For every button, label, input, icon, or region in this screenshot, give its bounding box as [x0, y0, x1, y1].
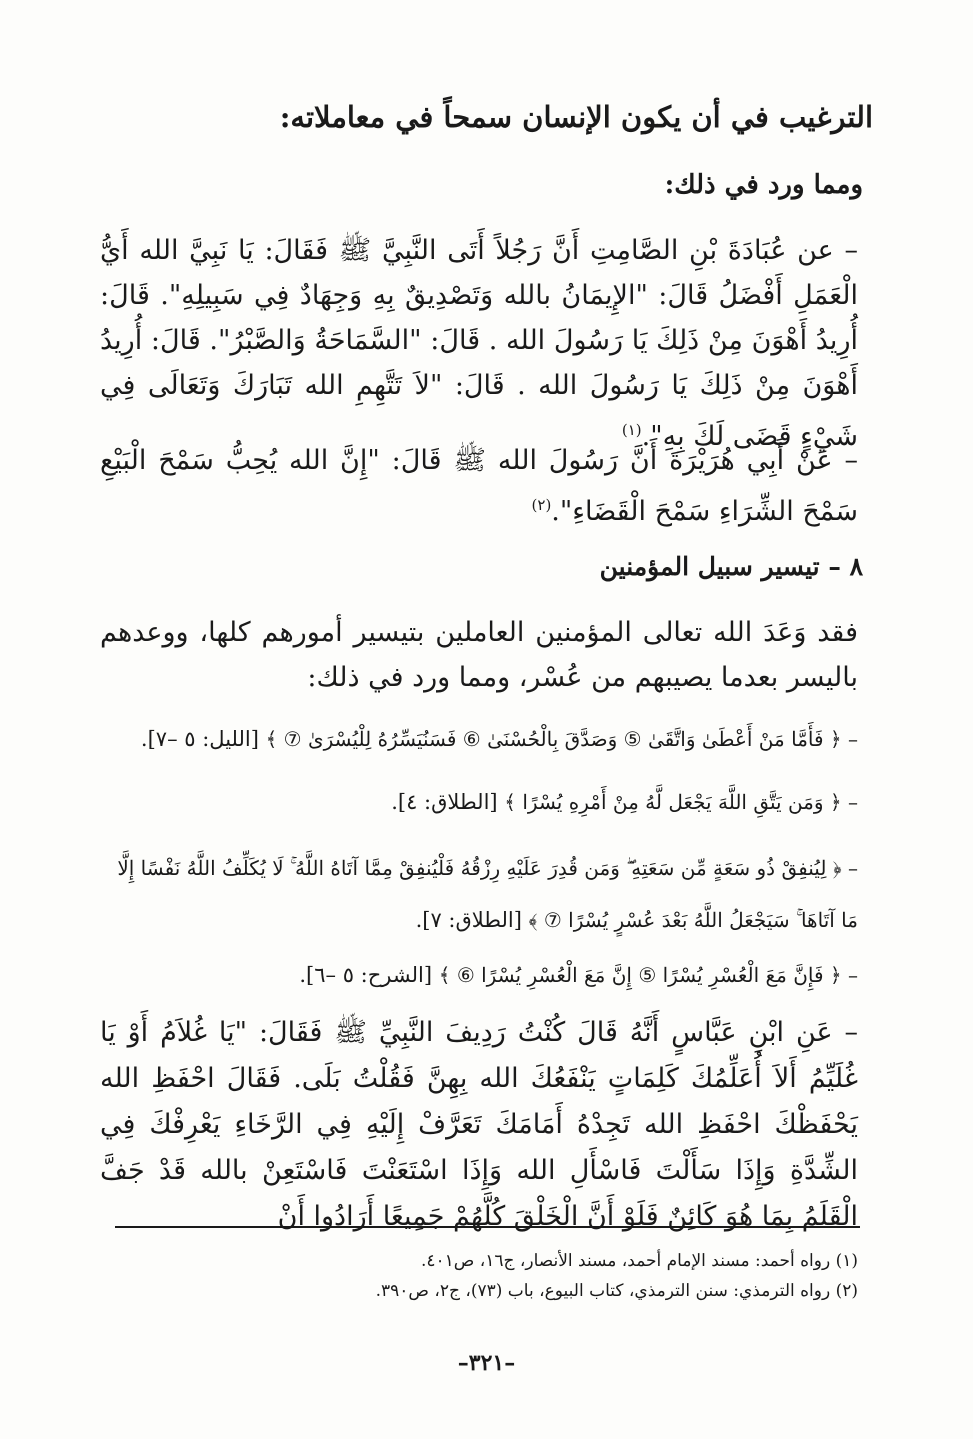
section-title: تيسير سبيل المؤمنين	[599, 552, 820, 581]
footnotes	[100, 1246, 858, 1306]
section-number: ٨ –	[828, 552, 863, 581]
section-heading	[100, 552, 863, 581]
verse-4-text: – ﴿ فَإِنَّ مَعَ الْعُسْرِ يُسْرًا ⑤ إِنَّ مَعَ الْعُسْرِ يُسْرًا ⑥ ﴾	[438, 963, 858, 987]
verse-3-citation: [الطلاق: ٧].	[415, 908, 522, 932]
verse-3-text: – ﴿ لِيُنفِقْ ذُو سَعَةٍ مِّن سَعَتِهِ ۖ وَمَن قُدِرَ عَلَيْهِ رِزْقُهُ فَلْيُنفِقْ مِمَّا آتَاهُ اللَّهُ ۚ لَا يُكَلِّفُ اللَّهُ نَفْسًا إِلَّا مَا آتَاهَا ۚ سَيَجْعَلُ اللَّهُ بَعْدَ عُسْرٍ يُسْرًا ⑦ ﴾	[117, 856, 858, 932]
footnote-ref-1: (١)	[621, 421, 642, 439]
verse-2-text: – ﴿ وَمَن يَتَّقِ اللَّهَ يَجْعَل لَّهُ مِنْ أَمْرِهِ يُسْرًا ﴾	[504, 790, 858, 814]
hadith-2-text: – عَنْ أَبِي هُرَيْرَةَ أَنَّ رَسُولَ الله ﷺ قَالَ: "إِنَّ الله يُحِبُّ سَمْحَ الْبَيْعِ سَمْحَ الشِّرَاءِ سَمْحَ الْقَضَاءِ".	[100, 445, 858, 527]
page-number: –٣٢١–	[457, 1350, 516, 1376]
footnote-divider	[115, 1226, 860, 1228]
verse-2	[100, 785, 858, 819]
hadith-1	[100, 228, 858, 459]
hadith-1-text: – عن عُبَادَةَ بْنِ الصَّامِتِ أَنَّ رَجُلاً أَتَى النَّبِيَّ ﷺ فَقَالَ: يَا نَبِيَّ الله أَيُّ الْعَمَلِ أَفْضَلُ قَالَ: "الإِيمَانُ بالله وَتَصْدِيقٌ بِهِ وَجِهَادٌ فِي سَبِيلِهِ". قَالَ: أُرِيدُ أَهْوَنَ مِنْ ذَلِكَ يَا رَسُولَ الله . قَالَ: "السَّمَاحَةُ وَالصَّبْرُ". قَالَ: أُرِيدُ أَهْوَنَ مِنْ ذَلِكَ يَا رَسُولَ الله . قَالَ: "لاَ تَتَّهِمِ الله تَبَارَكَ وَتَعَالَى فِي شَيْءٍ قَضَى لَكَ بِهِ".	[100, 235, 858, 452]
verse-2-citation: [الطلاق: ٤].	[391, 790, 498, 814]
verse-1-text: – ﴿ فَأَمَّا مَنْ أَعْطَىٰ وَاتَّقَىٰ ⑤ وَصَدَّقَ بِالْحُسْنَىٰ ⑥ فَسَنُيَسِّرُهُ لِلْيُسْرَىٰ ⑦ ﴾	[265, 727, 858, 751]
footnote-ref-2: (٢)	[531, 496, 552, 514]
verse-3	[100, 842, 858, 946]
hadith-3: – عَنِ ابْنِ عَبَّاسٍ أَنَّهُ قَالَ كُنْتُ رَدِيفَ النَّبِيِّ ﷺ فَقَالَ: "يَا غُلاَمُ أَوْ يَا غُلَيِّمُ أَلاَ أُعَلِّمُكَ كَلِمَاتٍ يَنْفَعُكَ الله بِهِنَّ فَقُلْتُ بَلَى. فَقَالَ احْفَظِ الله يَحْفَظْكَ احْفَظِ الله تَجِدْهُ أَمَامَكَ تَعَرَّفْ إِلَيْهِ فِي الرَّخَاءِ يَعْرِفْكَ فِي الشِّدَّةِ وَإِذَا سَأَلْتَ فَاسْأَلِ الله وَإِذَا اسْتَعَنْتَ فَاسْتَعِنْ بالله قَدْ جَفَّ الْقَلَمُ بِمَا هُوَ كَائِنٌ فَلَوْ أَنَّ الْخَلْقَ كُلَّهُمْ جَمِيعًا أَرَادُوا أَنْ	[100, 1017, 858, 1232]
section-intro: فقد وَعَدَ الله تعالى المؤمنين العاملين بتيسير أمورهم كلها، ووعدهم باليسر بعدما يصيبهم من عُسْر، ومما ورد في ذلك:	[100, 617, 858, 693]
hadith-2	[100, 438, 858, 534]
verse-4	[100, 958, 858, 992]
verse-1-citation: [الليل: ٥ –٧].	[140, 727, 259, 751]
subheading: ومما ورد في ذلك:	[664, 170, 863, 200]
footnote-1: (١) رواه أحمد: مسند الإمام أحمد، مسند الأنصار، ج١٦، ص٤٠١.	[420, 1251, 858, 1271]
verse-1	[100, 722, 858, 756]
footnote-2: (٢) رواه الترمذي: سنن الترمذي، كتاب البيوع، باب (٧٣)، ج٢، ص٣٩٠.	[375, 1281, 858, 1301]
page-heading: الترغيب في أن يكون الإنسان سمحاً في معاملاته:	[279, 100, 873, 134]
verse-4-citation: [الشرح: ٥ –٦].	[299, 963, 433, 987]
